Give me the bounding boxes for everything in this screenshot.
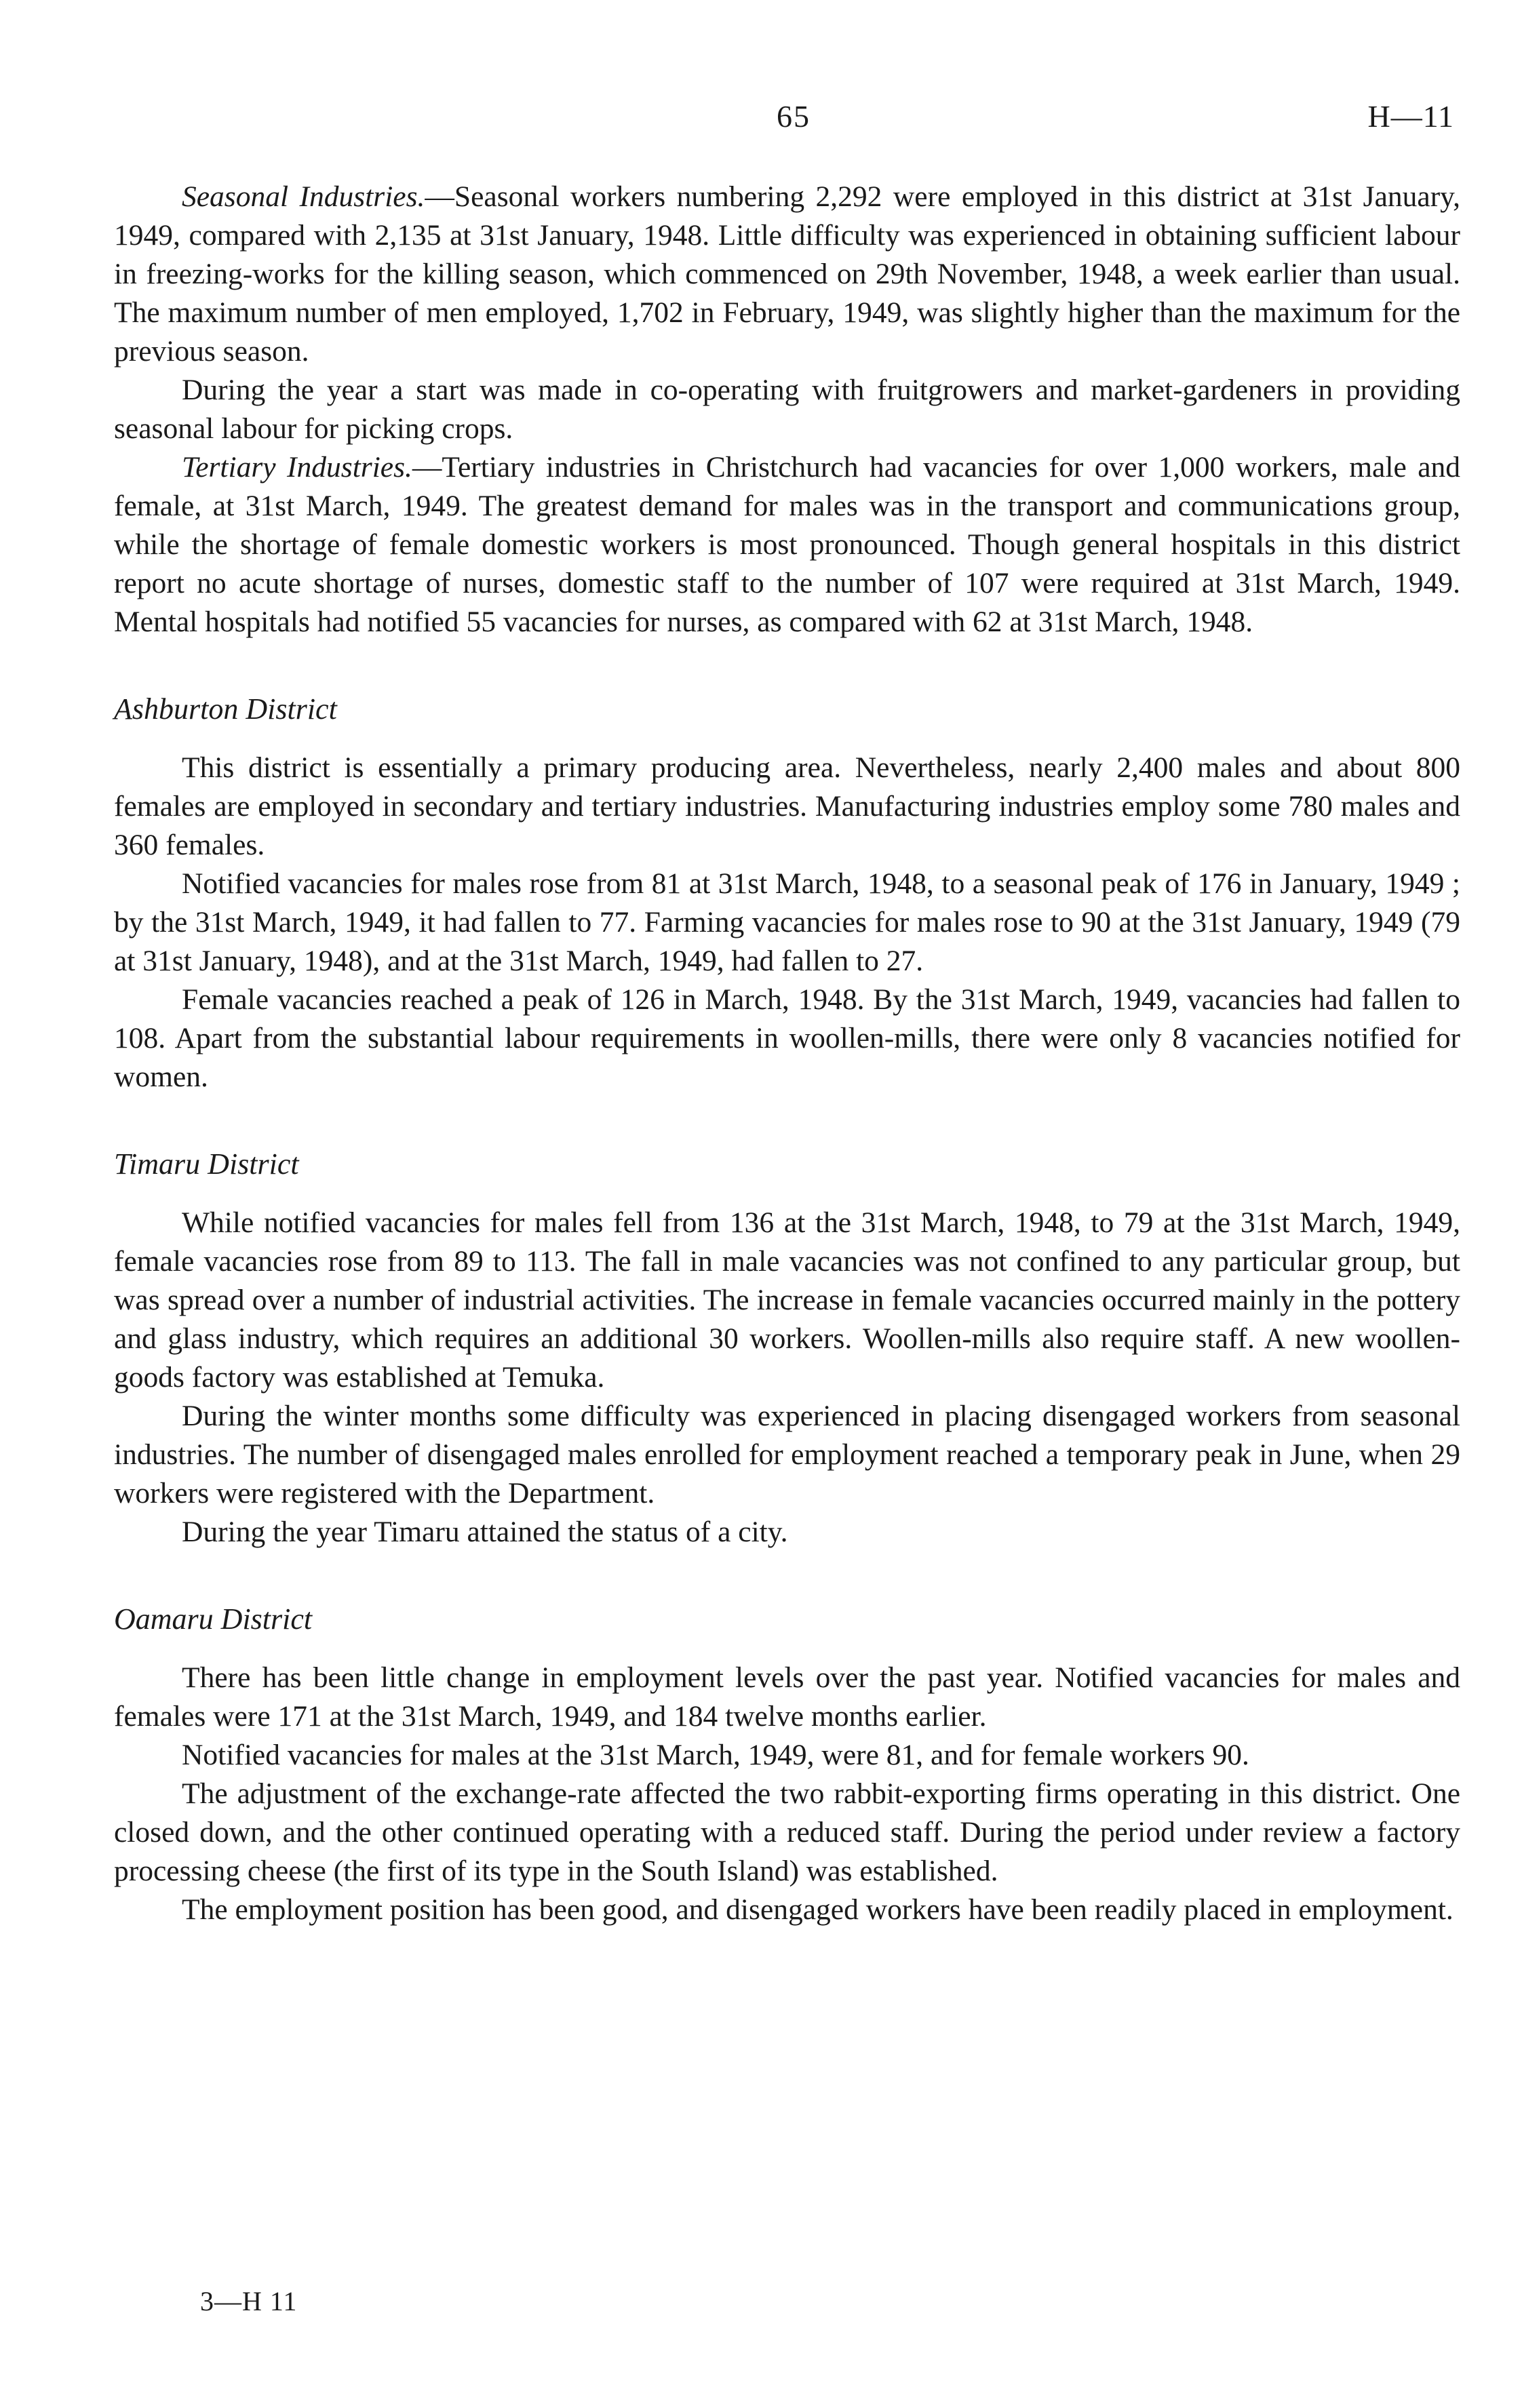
paragraph: The employment position has been good, and disengaged workers have been readily placed in employment. <box>182 1893 1453 1926</box>
paragraph: The adjustment of the exchange-rate affected the two rabbit-exporting firms operating in this district. One closed down, and the other continued operating with a reduced staff. During the period under review a factory processing cheese (the first of its type in the South Island) was established. <box>114 1777 1460 1887</box>
section-heading-oamaru: Oamaru District <box>114 1602 313 1636</box>
paragraph-text: —Tertiary industries in Christchurch had vacancies for over 1,000 workers, male and female, at 31st March, 1949. The greatest demand for males was in the transport and communications group, while the shortage of female domestic workers is most pronounced. Though general hospitals in this district report no acute shortage of nurses, domestic staff to the number of 107 were required at 31st March, 1949. Mental hospitals had notified 55 vacancies for nurses, as compared with 62 at 31st March, 1948. <box>114 451 1460 638</box>
paragraph: There has been little change in employment levels over the past year. Notified vacancies for males and females were 171 at the 31st March, 1949, and 184 twelve months earlier. <box>114 1661 1460 1733</box>
paragraph: Notified vacancies for males at the 31st March, 1949, were 81, and for female workers 90. <box>182 1739 1249 1771</box>
paragraph-text: —Seasonal workers numbering 2,292 were employed in this district at 31st January, 1949, compared with 2,135 at 31st January, 1948. Little difficulty was experienced in obtaining sufficient labour in freezing-works for the killing season, which commenced on 29th November, 1948, a week earlier than usual. The maximum number of men employed, 1,702 in February, 1949, was slightly higher than the maximum for the previous season. <box>114 180 1460 368</box>
paragraph: Female vacancies reached a peak of 126 in March, 1948. By the 31st March, 1949, vacancies had fallen to 108. Apart from the substantial labour requirements in woollen-mills, there were only 8 vacancies notified for women. <box>114 983 1460 1093</box>
section-heading-ashburton: Ashburton District <box>114 692 337 726</box>
run-in-heading-seasonal: Seasonal Industries. <box>182 180 425 213</box>
paragraph: During the winter months some difficulty was experienced in placing disengaged workers from seasonal industries. The number of disengaged males enrolled for employment reached a temporary peak in June, when 29 workers were registered with the Department. <box>114 1400 1460 1509</box>
paragraph <box>114 448 1460 642</box>
body-text <box>114 178 1460 1929</box>
printer-signature: 3—H 11 <box>200 2286 298 2316</box>
document-reference: H—11 <box>1367 99 1454 134</box>
paragraph: While notified vacancies for males fell from 136 at the 31st March, 1948, to 79 at the 31st March, 1949, female vacancies rose from 89 to 113. The fall in male vacancies was not confined to any particular group, but was spread over a number of industrial activities. The increase in female vacancies occurred mainly in the pottery and glass industry, which requires an additional 30 workers. Woollen-mills also require staff. A new woollen-goods factory was established at Temuka. <box>114 1206 1460 1394</box>
paragraph <box>114 178 1460 371</box>
section-heading-timaru: Timaru District <box>114 1147 299 1181</box>
run-in-heading-tertiary: Tertiary Industries. <box>182 451 412 483</box>
paragraph: Notified vacancies for males rose from 81 at 31st March, 1948, to a seasonal peak of 176 in January, 1949 ; by the 31st March, 1949, it had fallen to 77. Farming vacancies for males rose to 90 at the 31st January, 1949 (79 at 31st January, 1948), and at the 31st March, 1949, had fallen to 27. <box>114 867 1460 977</box>
paragraph: During the year Timaru attained the status of a city. <box>182 1516 788 1548</box>
paragraph: During the year a start was made in co-operating with fruitgrowers and market-gardeners in providing seasonal labour for picking crops. <box>114 374 1460 445</box>
page-number: 65 <box>777 99 811 134</box>
paragraph: This district is essentially a primary producing area. Nevertheless, nearly 2,400 males and about 800 females are employed in secondary and tertiary industries. Manufacturing industries employ some 780 males and 360 females. <box>114 751 1460 861</box>
